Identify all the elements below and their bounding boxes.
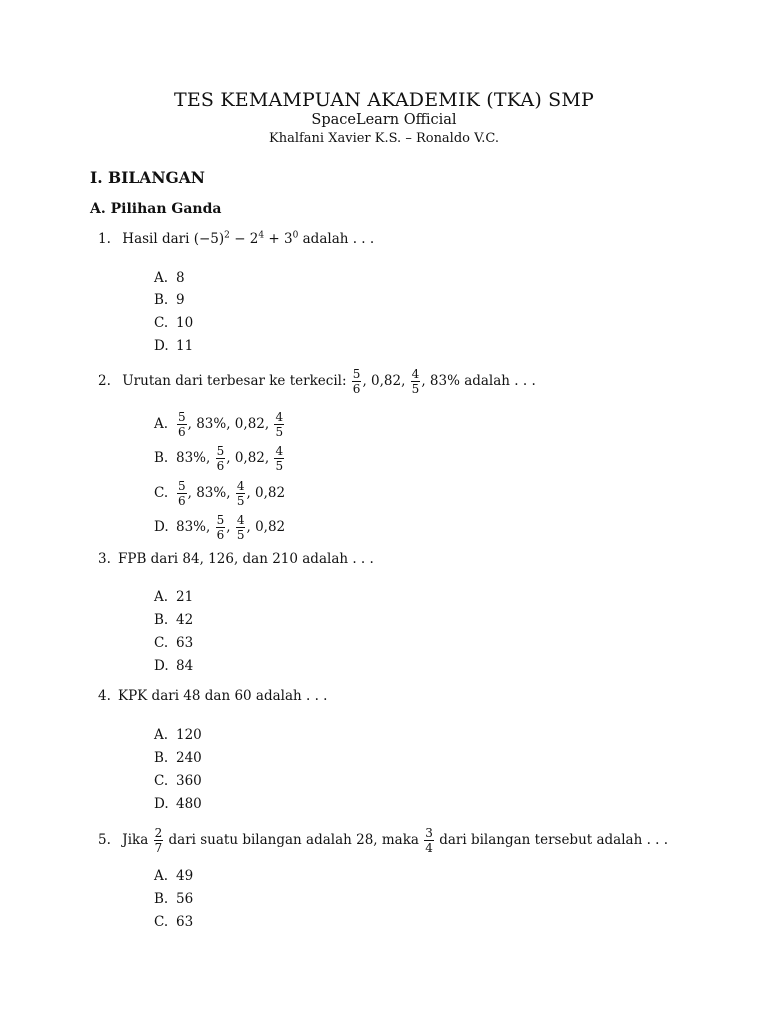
question-text: KPK dari 48 dan 60 adalah . . . — [118, 688, 328, 704]
numerator: 5 — [178, 410, 186, 424]
option-letter: C. — [154, 315, 169, 331]
question-text: Urutan dari terbesar ke terkecil: — [122, 373, 347, 389]
exponent: 0 — [292, 230, 299, 241]
fraction — [236, 513, 246, 542]
option-4a — [154, 725, 202, 745]
denominator: 6 — [352, 382, 361, 396]
question-5 — [98, 826, 668, 855]
option-text: 10 — [176, 315, 194, 331]
question-number: 5. — [98, 832, 111, 848]
option-2a — [154, 410, 285, 439]
denominator: 5 — [411, 382, 420, 396]
option-letter: D. — [154, 338, 169, 354]
numerator: 3 — [425, 826, 433, 840]
option-letter: B. — [154, 292, 169, 308]
question-4 — [98, 686, 327, 706]
document-title: TES KEMAMPUAN AKADEMIK (TKA) SMP — [173, 89, 595, 111]
numerator: 4 — [236, 479, 245, 493]
option-text: , 0,82, — [226, 450, 270, 466]
option-letter: C. — [154, 485, 169, 501]
option-text: 9 — [176, 292, 185, 308]
question-2 — [98, 367, 536, 396]
exponent: 4 — [258, 230, 265, 241]
option-letter: A. — [154, 589, 169, 605]
option-text: 240 — [176, 750, 202, 766]
option-letter: A. — [154, 868, 169, 884]
option-letter: A. — [154, 727, 169, 743]
option-text: , 0,82 — [246, 485, 286, 501]
option-letter: B. — [154, 891, 169, 907]
fraction — [236, 479, 246, 508]
denominator: 6 — [216, 528, 225, 542]
denominator: 7 — [154, 841, 163, 855]
question-text: − 2 — [229, 231, 259, 247]
denominator: 5 — [236, 528, 245, 542]
option-letter: C. — [154, 635, 169, 651]
option-letter: D. — [154, 519, 169, 535]
option-letter: B. — [154, 450, 169, 466]
option-5a — [154, 866, 193, 886]
option-2b — [154, 444, 285, 473]
option-text: 84 — [176, 658, 194, 674]
denominator: 6 — [178, 494, 186, 508]
option-letter: D. — [154, 796, 169, 812]
question-1 — [98, 229, 374, 249]
question-text: + 3 — [264, 231, 293, 247]
option-5c — [154, 912, 193, 932]
fraction — [177, 479, 187, 508]
question-text: adalah . . . — [298, 231, 375, 247]
document-authors: Khalfani Xavier K.S. – Ronaldo V.C. — [269, 131, 499, 146]
subsection-heading: A. Pilihan Ganda — [90, 201, 222, 217]
option-text: 480 — [176, 796, 202, 812]
option-2d — [154, 513, 285, 542]
option-3c — [154, 633, 193, 653]
question-text: dari suatu bilangan adalah 28, maka — [168, 832, 419, 848]
option-1b — [154, 290, 185, 310]
option-1c — [154, 313, 193, 333]
denominator: 4 — [425, 841, 433, 855]
numerator: 5 — [178, 479, 186, 493]
option-4b — [154, 748, 202, 768]
option-text: , 83%, — [187, 485, 231, 501]
fraction — [424, 826, 434, 855]
fraction — [177, 410, 187, 439]
option-text: 120 — [176, 727, 202, 743]
document-subtitle: SpaceLearn Official — [311, 112, 457, 128]
fraction — [216, 513, 226, 542]
option-1d — [154, 336, 193, 356]
option-letter: B. — [154, 750, 169, 766]
denominator: 5 — [275, 459, 284, 473]
option-letter: C. — [154, 914, 169, 930]
denominator: 6 — [178, 425, 186, 439]
option-text: 63 — [176, 914, 194, 930]
option-3a — [154, 587, 193, 607]
option-text: , 0,82 — [246, 519, 286, 535]
denominator: 5 — [236, 494, 245, 508]
numerator: 5 — [216, 444, 225, 458]
question-number: 1. — [98, 231, 111, 247]
question-3 — [98, 549, 374, 569]
numerator: 4 — [275, 410, 284, 424]
fraction — [411, 367, 421, 396]
numerator: 5 — [216, 513, 225, 527]
option-text: 63 — [176, 635, 194, 651]
option-letter: C. — [154, 773, 169, 789]
option-letter: D. — [154, 658, 169, 674]
question-text: , 83% adalah . . . — [421, 373, 536, 389]
numerator: 5 — [352, 367, 361, 381]
section-heading: I. BILANGAN — [90, 168, 205, 187]
fraction — [216, 444, 226, 473]
option-5b — [154, 889, 193, 909]
exponent: 2 — [224, 230, 230, 241]
option-2c — [154, 479, 285, 508]
option-letter: A. — [154, 270, 169, 286]
question-number: 4. — [98, 688, 111, 704]
option-text: 49 — [176, 868, 194, 884]
question-text: Hasil dari (−5) — [122, 231, 225, 247]
option-text: 360 — [176, 773, 202, 789]
option-text: 42 — [176, 612, 194, 628]
numerator: 2 — [154, 826, 163, 840]
option-text: 8 — [176, 270, 185, 286]
option-1a — [154, 268, 185, 288]
option-text: 56 — [176, 891, 194, 907]
fraction — [352, 367, 362, 396]
option-3d — [154, 656, 193, 676]
question-text: , 0,82, — [362, 373, 406, 389]
question-number: 2. — [98, 373, 111, 389]
option-letter: B. — [154, 612, 169, 628]
denominator: 6 — [216, 459, 225, 473]
fraction — [274, 410, 284, 439]
question-text: dari bilangan tersebut adalah . . . — [439, 832, 669, 848]
numerator: 4 — [275, 444, 284, 458]
numerator: 4 — [411, 367, 420, 381]
question-text: Jika — [122, 832, 149, 848]
numerator: 4 — [236, 513, 245, 527]
option-text: , — [226, 519, 231, 535]
option-text: , 83%, 0,82, — [187, 416, 270, 432]
option-text: 21 — [176, 589, 194, 605]
option-4c — [154, 771, 202, 791]
option-3b — [154, 610, 193, 630]
option-4d — [154, 794, 202, 814]
denominator: 5 — [275, 425, 284, 439]
fraction — [154, 826, 164, 855]
option-text: 83%, — [176, 519, 211, 535]
option-letter: A. — [154, 416, 169, 432]
option-text: 11 — [176, 338, 194, 354]
question-number: 3. — [98, 551, 111, 567]
fraction — [274, 444, 284, 473]
option-text: 83%, — [176, 450, 211, 466]
question-text: FPB dari 84, 126, dan 210 adalah . . . — [118, 551, 374, 567]
